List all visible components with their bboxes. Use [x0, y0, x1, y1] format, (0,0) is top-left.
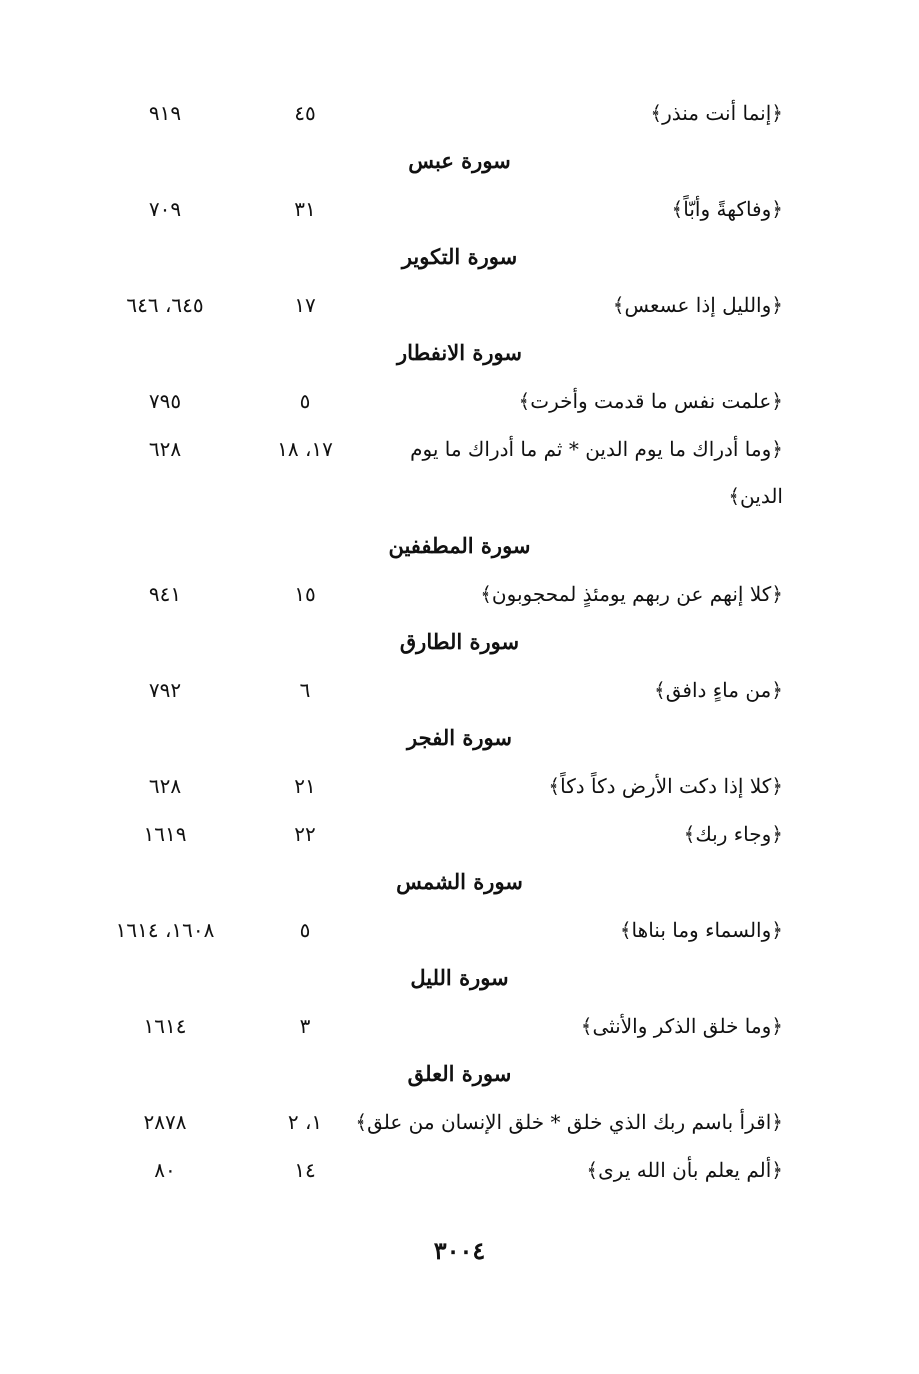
surah-heading: سورة الفجر [407, 725, 512, 750]
verse-text: ﴿والليل إذا عسعس﴾ [612, 293, 783, 317]
ayah-number: ٤٥ [294, 101, 316, 125]
page-reference: ٩١٩ [148, 101, 182, 125]
page-reference: ٧٠٩ [148, 197, 182, 221]
surah-heading: سورة الانفطار [397, 340, 522, 365]
page-reference: ٦٢٨ [148, 774, 182, 798]
ayah-number: ٥ [299, 389, 311, 413]
index-row [0, 1102, 919, 1150]
page-reference: ٦٢٨ [148, 437, 182, 461]
page-reference: ١٦١٩ [143, 822, 187, 846]
surah-heading: سورة الليل [410, 965, 509, 990]
ayah-number: ١٧ [294, 293, 316, 317]
verse-text: ﴿وفاكهةً وأبّاً﴾ [671, 197, 783, 221]
index-row [0, 285, 919, 333]
page-reference: ٧٩٢ [148, 678, 182, 702]
surah-heading: سورة العلق [407, 1061, 512, 1086]
verse-text: ﴿كلا إذا دكت الأرض دكاً دكاً﴾ [548, 774, 783, 798]
index-row [0, 574, 919, 622]
verse-text: ﴿ألم يعلم بأن الله يرى﴾ [586, 1158, 783, 1182]
surah-heading: سورة عبس [408, 148, 511, 173]
surah-heading: سورة المطففين [388, 533, 531, 558]
index-row [0, 766, 919, 814]
ayah-number: ٥ [299, 918, 311, 942]
ayah-number: ١٧، ١٨ [277, 437, 333, 461]
surah-heading: سورة التكوير [401, 244, 518, 269]
ayah-number: ١، ٢ [287, 1110, 323, 1134]
index-row [0, 1150, 919, 1198]
ayah-number: ٦ [299, 678, 311, 702]
surah-heading: سورة الطارق [399, 629, 520, 654]
page-number: ٣٠٠٤ [433, 1236, 486, 1265]
index-row [0, 1006, 919, 1054]
ayah-number: ٣١ [294, 197, 316, 221]
index-row [0, 381, 919, 429]
ayah-number: ٢١ [294, 774, 316, 798]
page-reference: ٧٩٥ [148, 389, 182, 413]
index-row [0, 910, 919, 958]
page-reference: ١٦١٤ [143, 1014, 187, 1038]
page-reference: ٩٤١ [148, 582, 182, 606]
index-row [0, 93, 919, 141]
verse-text: ﴿وما أدراك ما يوم الدين * ثم ما أدراك ما يوم [410, 437, 783, 461]
page-reference: ١٦٠٨، ١٦١٤ [115, 918, 215, 942]
verse-text: ﴿وما خلق الذكر والأنثى﴾ [580, 1014, 783, 1038]
ayah-number: ١٤ [294, 1158, 316, 1182]
ayah-number: ١٥ [294, 582, 316, 606]
index-row [0, 429, 919, 477]
index-row [0, 814, 919, 862]
ayah-number: ٢٢ [294, 822, 316, 846]
verse-text: ﴿من ماءٍ دافق﴾ [653, 678, 783, 702]
verse-text: ﴿اقرأ باسم ربك الذي خلق * خلق الإنسان من علق﴾ [355, 1110, 783, 1134]
ayah-number: ٣ [299, 1014, 311, 1038]
index-row [0, 189, 919, 237]
index-row [0, 670, 919, 718]
page-reference: ٢٨٧٨ [143, 1110, 187, 1134]
page-reference: ٦٤٥، ٦٤٦ [126, 293, 204, 317]
verse-text: ﴿وجاء ربك﴾ [683, 822, 783, 846]
verse-text: ﴿والسماء وما بناها﴾ [619, 918, 783, 942]
verse-text: ﴿علمت نفس ما قدمت وأخرت﴾ [518, 389, 783, 413]
verse-text: ﴿كلا إنهم عن ربهم يومئذٍ لمحجوبون﴾ [480, 582, 783, 606]
page-reference: ٨٠ [154, 1158, 176, 1182]
verse-text-continuation: الدين﴾ [728, 484, 783, 508]
surah-heading: سورة الشمس [396, 869, 523, 894]
verse-text: ﴿إنما أنت منذر﴾ [650, 101, 783, 125]
